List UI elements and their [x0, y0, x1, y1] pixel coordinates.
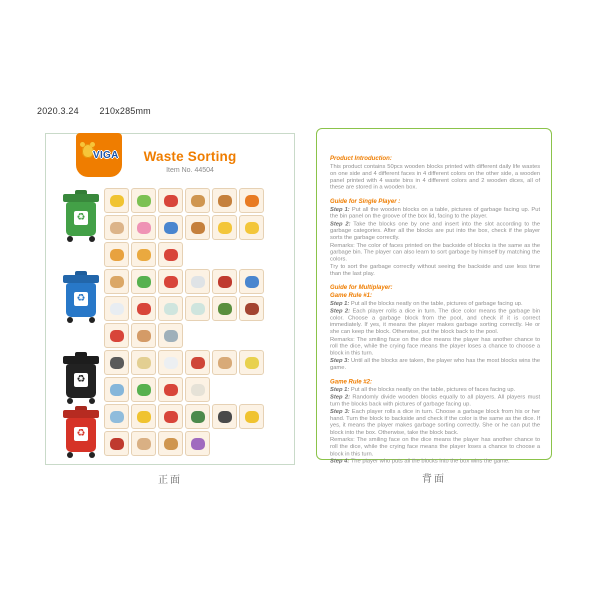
tile-shorts — [158, 377, 183, 402]
tile-garbage-bag — [104, 350, 129, 375]
artwork-date: 2020.3.24 — [37, 106, 79, 116]
tile-diaper — [158, 350, 183, 375]
tile-pesticide-bottle — [131, 404, 156, 429]
section-heading: Game Rule #2: — [330, 378, 373, 385]
front-page — [45, 133, 295, 465]
tile-cabbage — [131, 188, 156, 213]
batteries-icon — [191, 411, 205, 423]
drinking-glass-icon — [191, 303, 205, 315]
step-label: Step 1: — [330, 205, 350, 213]
tile-gas-cylinder — [104, 431, 129, 456]
section-heading: Guide for Multiplayer: — [330, 283, 393, 291]
artwork-meta — [37, 106, 169, 116]
expired-medicine-icon — [137, 438, 151, 450]
donut-icon — [137, 222, 151, 234]
fuel-can-icon — [164, 411, 178, 423]
tile-fried-egg — [212, 215, 237, 240]
paint-palette-icon — [164, 438, 178, 450]
page-title: Waste Sorting — [143, 149, 237, 164]
paragraph: Remarks: The smiling face on the dice means the player has another chance to roll the dice, while the crying face means the player loses a chance to choose a block in this turn. — [330, 436, 541, 457]
paragraph: Step 4: The player who puts all the blocks into the box wins the game. — [330, 457, 510, 465]
ketchup-bottle-icon — [137, 303, 151, 315]
step-label: Step 3: — [330, 357, 350, 364]
tile-row — [104, 404, 294, 429]
fish-bone-icon — [164, 222, 178, 234]
tile-row — [104, 323, 294, 348]
section-heading: Guide for Single Player : — [330, 197, 401, 205]
eggshells-icon — [110, 222, 124, 234]
red-bin-icon — [62, 406, 100, 458]
tile-row — [104, 431, 294, 456]
step-label: Step 1: — [330, 386, 350, 393]
rope-icon — [191, 357, 205, 369]
tile-light-bulb — [212, 404, 237, 429]
recycle-icon: ♻ — [74, 427, 88, 441]
paragraph: Remarks: The smiling face on the dice means the player has another chance to roll the dice, while the crying face means the player loses a chance to choose a block in this turn. — [330, 335, 541, 357]
tile-row — [104, 188, 294, 213]
carrot-icon — [245, 195, 259, 207]
step-label: Step 2: — [330, 307, 351, 315]
cigarette-butts-icon — [218, 357, 232, 369]
item-number: Item No. 44504 — [166, 167, 214, 174]
tile-book — [131, 269, 156, 294]
recycle-icon: ♻ — [74, 292, 88, 306]
cabbage-icon — [137, 195, 151, 207]
tile-cocktail-glass — [158, 296, 183, 321]
recycle-icon: ♻ — [74, 373, 88, 387]
tile-wine-bottles — [212, 296, 237, 321]
tile-plastic-tube — [185, 377, 210, 402]
garbage-bag-icon — [110, 357, 124, 369]
waste-grid — [46, 188, 294, 458]
gas-cylinder-icon — [110, 438, 124, 450]
tile-fuel-can — [158, 404, 183, 429]
back-content — [330, 155, 540, 465]
tile-row — [104, 215, 294, 240]
apple-core-icon — [164, 195, 178, 207]
step-label: Step 2: — [330, 393, 351, 401]
wine-bottles-icon — [218, 303, 232, 315]
popcorn-box-icon — [164, 276, 178, 288]
spray-can-icon — [245, 411, 259, 423]
tile-cap — [104, 377, 129, 402]
step-label: Step 2: — [330, 220, 351, 227]
tile-carrot — [239, 188, 264, 213]
pizza-slice-icon — [137, 249, 151, 261]
blue-bin-icon — [62, 271, 100, 323]
paragraph: Step 3: Each player rolls a dice in turn. Choose a garbage block from his or her hand. Turn the block to backside and check if the color is the same as the dice. If yes, it means the player makes garbage sorting correctly. She or he can put the block into the box. Otherwise, take the block back. — [330, 408, 541, 436]
water-bottles-icon — [245, 276, 259, 288]
tile-milk-carton — [104, 296, 129, 321]
tile-roast-chicken — [212, 188, 237, 213]
paragraph: Step 2: Each player rolls a dice in turn. The dice color means the garbage bin color. Choose a garbage block from the pool, and check if it is correct immediately. If yes, it means the player makes garbage sorting correctly. He or she can keep the block. Otherwise, put the block back to the pool. — [330, 307, 541, 335]
tile-drinking-glass — [185, 296, 210, 321]
recyclable-waste-section — [46, 269, 294, 350]
cocktail-glass-icon — [164, 303, 178, 315]
tile-rubber-rings — [104, 323, 129, 348]
step-label: Step 3: — [330, 408, 350, 415]
cardboard-box-icon — [110, 276, 124, 288]
tile-row — [104, 242, 294, 267]
black-bin-icon — [62, 352, 100, 404]
paragraph: Try to sort the garbage correctly without seeing the backside and use less time than the last play. — [330, 262, 541, 277]
sponges-icon — [245, 357, 259, 369]
tile-cardboard-box — [104, 269, 129, 294]
plastic-tube-icon — [191, 384, 205, 396]
tile-row — [104, 350, 294, 375]
light-bulb-icon — [218, 411, 232, 423]
artwork-size: 210x285mm — [99, 106, 151, 116]
jar-icon — [137, 330, 151, 342]
tile-spray-can — [239, 404, 264, 429]
tin-can-icon — [164, 330, 178, 342]
glass-bottle-icon — [245, 303, 259, 315]
shrimp-icon — [164, 249, 178, 261]
tile-plastic-jug — [185, 269, 210, 294]
banana-peel-icon — [110, 195, 124, 207]
glove-icon — [137, 384, 151, 396]
tile-tin-can — [158, 323, 183, 348]
section-heading: Game Rule #1: — [330, 292, 373, 299]
tile-donut — [131, 215, 156, 240]
general-waste-section — [46, 350, 294, 404]
tile-chicken-leg — [185, 215, 210, 240]
step-label: Step 1: — [330, 300, 350, 307]
tile-water-bottles — [239, 269, 264, 294]
tile-leftover-bowl — [131, 350, 156, 375]
paragraph: Step 1: Put all the wooden blocks on a table, pictures of garbage facing up. Put the bin panel on the groove of the box lid, facing to the player. — [330, 205, 541, 220]
leftover-bowl-icon — [137, 357, 151, 369]
organic-waste-section — [46, 188, 294, 269]
tile-shrimp — [158, 242, 183, 267]
section-heading: Product Introduction: — [330, 155, 392, 162]
roast-chicken-icon — [218, 195, 232, 207]
pesticide-bottle-icon — [137, 411, 151, 423]
paragraph: Step 2: Randomly divide wooden blocks equally to all players. All players must turn the blocks back with pictures of garbage facing up. — [330, 393, 541, 408]
front-side-label: 正面 — [158, 475, 182, 486]
paint-bucket-icon — [110, 411, 124, 423]
tile-paint-bucket — [104, 404, 129, 429]
green-bin-icon — [62, 190, 100, 242]
tile-cheese — [239, 215, 264, 240]
tile-ketchup-bottle — [131, 296, 156, 321]
paragraph: This product contains 50pcs wooden blocks printed with different daily life wastes on one side and 4 different faces in 4 different colors on the other side, a wooden panel printed with 4 waste bins in 4 different colors and 2 wooden dices, all of these are stored in a wooden box. — [330, 163, 541, 191]
milk-carton-icon — [110, 303, 124, 315]
paragraph: Step 1: Put all the blocks neatly on the table, pictures of garbage facing up. — [330, 300, 523, 307]
fried-egg-icon — [218, 222, 232, 234]
tile-banana-peel — [104, 188, 129, 213]
tile-cigarette-butts — [212, 350, 237, 375]
paragraph: Step 2: Take the blocks one by one and insert into the slot according to the garbage categories. After all the blocks are put into the box, check if the player sorts the garbage correctly. — [330, 220, 541, 241]
cheese-icon — [245, 222, 259, 234]
chemical-flask-icon — [191, 438, 205, 450]
detergent-bottle-icon — [218, 276, 232, 288]
tile-paint-palette — [158, 431, 183, 456]
tile-row — [104, 296, 294, 321]
paragraph: Remarks: The color of faces printed on the backside of blocks is the same as the garbage bin. The player can also learn to sort garbage by himself by matching the colors. — [330, 241, 541, 263]
diaper-icon — [164, 357, 178, 369]
tile-jar — [131, 323, 156, 348]
tile-cookies — [185, 188, 210, 213]
cap-icon — [110, 384, 124, 396]
cookies-icon — [191, 195, 205, 207]
plastic-jug-icon — [191, 276, 205, 288]
paragraph: Step 3: Until all the blocks are taken, the player who has the most blocks wins the game. — [330, 357, 541, 371]
tile-row — [104, 377, 294, 402]
rubber-rings-icon — [110, 330, 124, 342]
tile-eggshells — [104, 215, 129, 240]
tile-row — [104, 269, 294, 294]
ice-cream-icon — [110, 249, 124, 261]
chicken-leg-icon — [191, 222, 205, 234]
tile-pizza-slice — [131, 242, 156, 267]
tile-ice-cream — [104, 242, 129, 267]
tile-batteries — [185, 404, 210, 429]
paragraph: Step 1: Put all the blocks neatly on the table, pictures of faces facing up. — [330, 386, 516, 393]
logo-text: VIGA — [93, 150, 119, 161]
step-label: Step 4: — [330, 457, 350, 465]
tile-detergent-bottle — [212, 269, 237, 294]
tile-chemical-flask — [185, 431, 210, 456]
tile-popcorn-box — [158, 269, 183, 294]
tile-expired-medicine — [131, 431, 156, 456]
tile-glass-bottle — [239, 296, 264, 321]
tile-sponges — [239, 350, 264, 375]
back-page — [316, 128, 552, 465]
recycle-icon: ♻ — [74, 211, 88, 225]
hazardous-waste-section — [46, 404, 294, 458]
tile-rope — [185, 350, 210, 375]
back-side-label: 背面 — [422, 474, 446, 485]
book-icon — [137, 276, 151, 288]
tile-fish-bone — [158, 215, 183, 240]
shorts-icon — [164, 384, 178, 396]
tile-apple-core — [158, 188, 183, 213]
tile-glove — [131, 377, 156, 402]
